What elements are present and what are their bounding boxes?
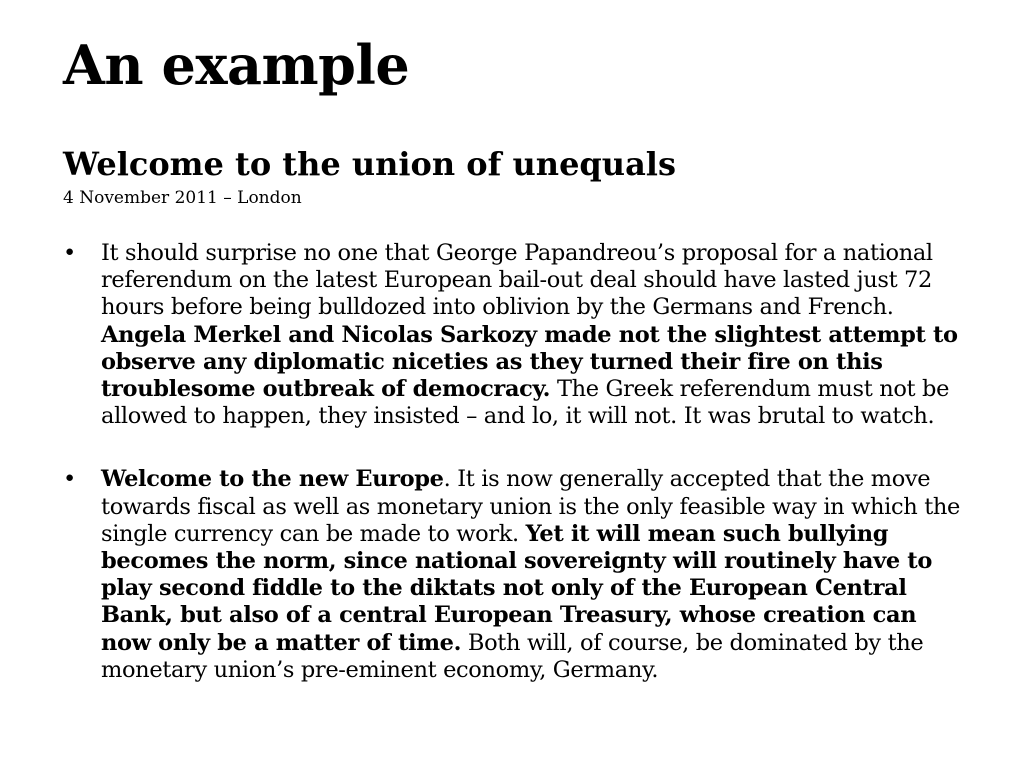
bullet-item <box>63 466 963 684</box>
text-segment: The Greek referendum must not be allowed to happen, they insisted – and lo, it will not. It was brutal to watch. <box>101 376 950 430</box>
emphasized-text: Angela Merkel and Nicolas Sarkozy made not the slightest attempt to observe any diplomatic niceties as they turned their fire on this troublesome outbreak of democracy. <box>101 321 958 403</box>
text-segment: . It is now generally accepted that the move towards fiscal as well as monetary union is the only feasible way in which the single currency can be made to work. <box>101 466 961 547</box>
bullet-item <box>63 240 963 430</box>
text-segment: It should surprise no one that George Papandreou’s proposal for a national referendum on the latest European bail-out deal should have lasted just 72 hours before being bulldozed into oblivion by the Germans and French. <box>101 240 933 321</box>
bullet-text <box>101 466 960 682</box>
bullet-icon: • <box>63 240 76 266</box>
bullet-text <box>101 240 958 429</box>
emphasized-text: Yet it will mean such bullying becomes the norm, since national sovereignty will routinely have to play second fiddle to the diktats not only of the European Central Bank, but also of a central European Treasury, whose creation can now only be a matter of time. <box>101 520 933 656</box>
bullet-icon: • <box>63 466 76 493</box>
slide-title: An example <box>63 33 410 97</box>
text-segment: Both will, of course, be dominated by the monetary union’s pre-eminent economy, Germany. <box>101 629 924 683</box>
article-dateline: 4 November 2011 – London <box>63 188 302 208</box>
emphasized-text: Welcome to the new Europe <box>101 466 444 493</box>
article-headline: Welcome to the union of unequals <box>63 145 676 183</box>
bullet-list <box>63 240 963 684</box>
